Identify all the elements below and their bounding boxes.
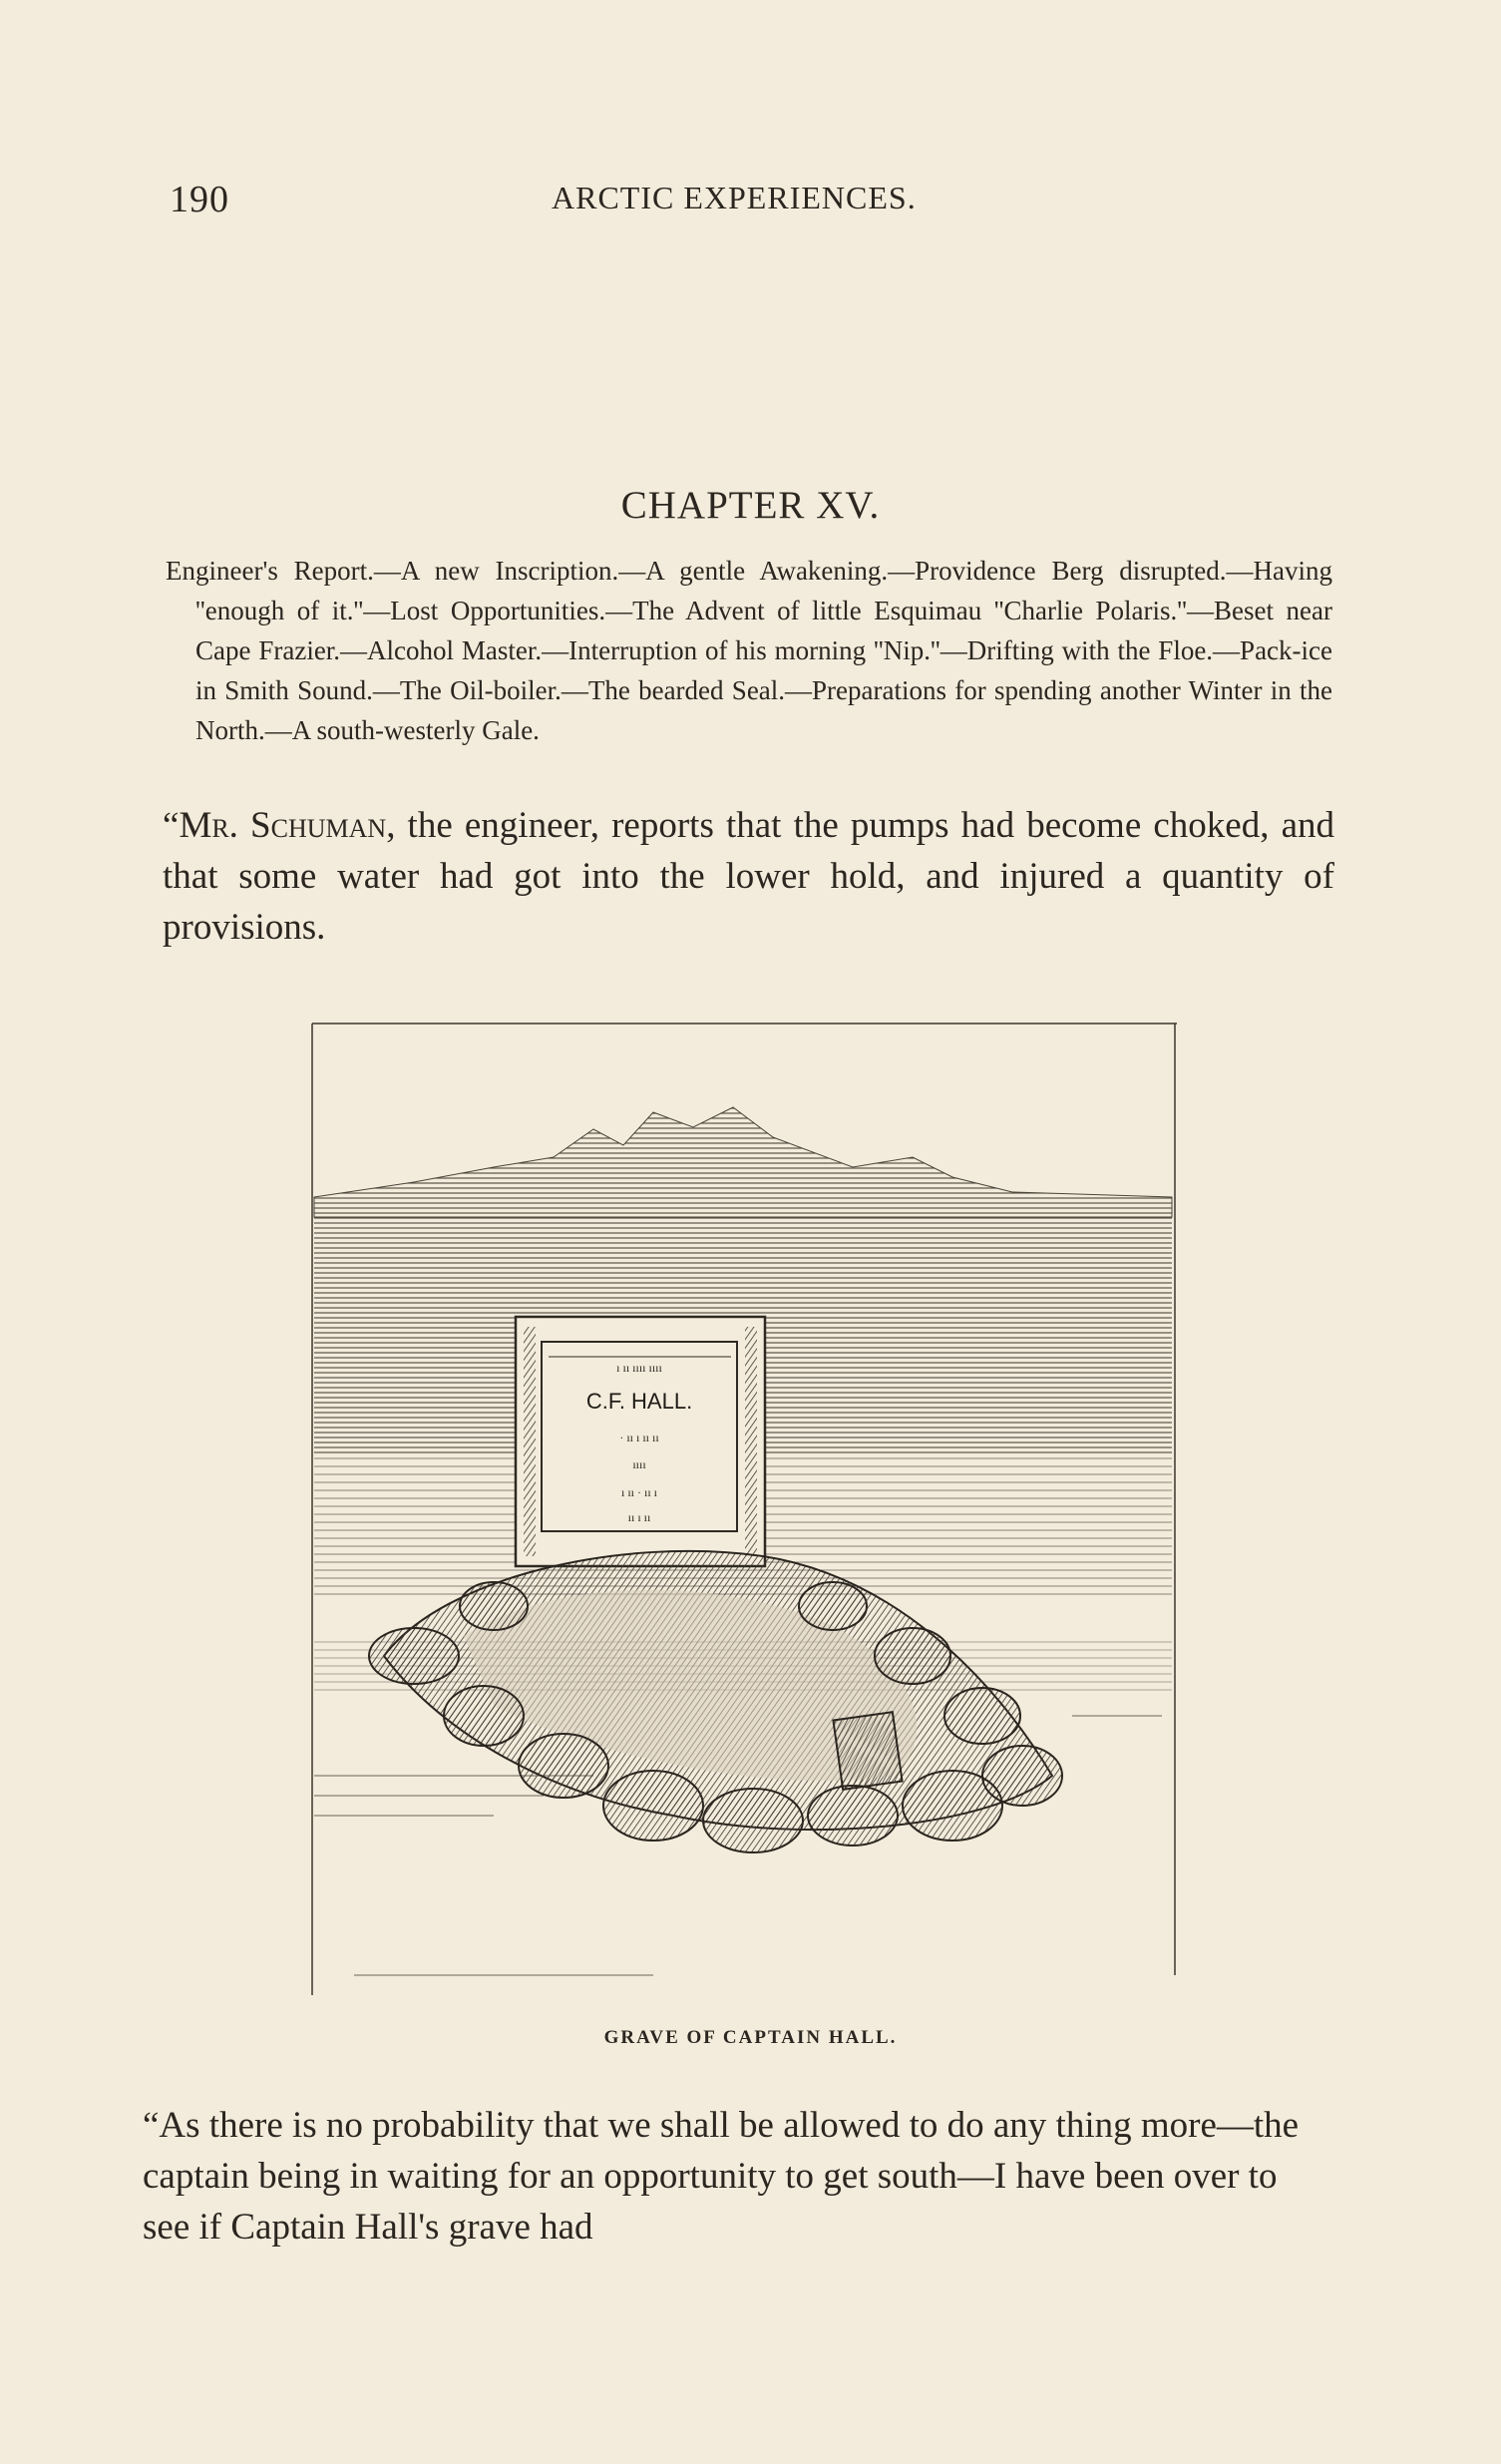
svg-text:· ıı ı ıı ıı: · ıı ı ıı ıı [619,1431,659,1444]
running-head: ARCTIC EXPERIENCES. [552,180,917,215]
paragraph-1-text: , the engineer, reports that the pumps had become choked, and that some water had got into the lower hold, and injured a quantity of provisions. [163,805,1334,948]
chapter-summary: Engineer's Report.—A new Inscription.—A gentle Awakening.—Providence Berg disrupted.—Having ''enough of it.''—Lost Opportunities.—The Advent of little Esquimau ''Charlie Polaris.''—Beset near Cape Frazier.—Alcohol Master.—Interruption of his morning ''Nip.''—Drifting with the Floe.—Pack-ice in Smith Sound.—The Oil-boiler.—The bearded Seal.—Preparations for spending another Winter in the North.—A south-westerly Gale. [166,556,1332,745]
svg-text:ı ıı ıııı ıııı: ı ıı ıııı ıııı [616,1361,662,1375]
svg-text:ıı ı ıı: ıı ı ıı [627,1510,651,1524]
engineer-name: Mr. Schuman [179,805,387,846]
body-paragraph-1 [163,800,1334,953]
grave-illustration [294,1018,1182,2005]
figure-caption: GRAVE OF CAPTAIN HALL. [603,2027,898,2048]
body-paragraph-2: “As there is no probability that we shall be allowed to do any thing more—the captain being in waiting for an opportunity to get south—I have been over to see if Captain Hall's grave had [143,2105,1300,2248]
chapter-title: CHAPTER XV. [620,484,881,527]
page-number: 190 [170,179,229,220]
svg-text:ı ıı · ıı ı: ı ıı · ıı ı [621,1485,657,1499]
plaque-name: C.F. HALL. [585,1389,693,1414]
open-quote: “ [163,805,180,846]
svg-text:ıııı: ıııı [632,1457,646,1471]
